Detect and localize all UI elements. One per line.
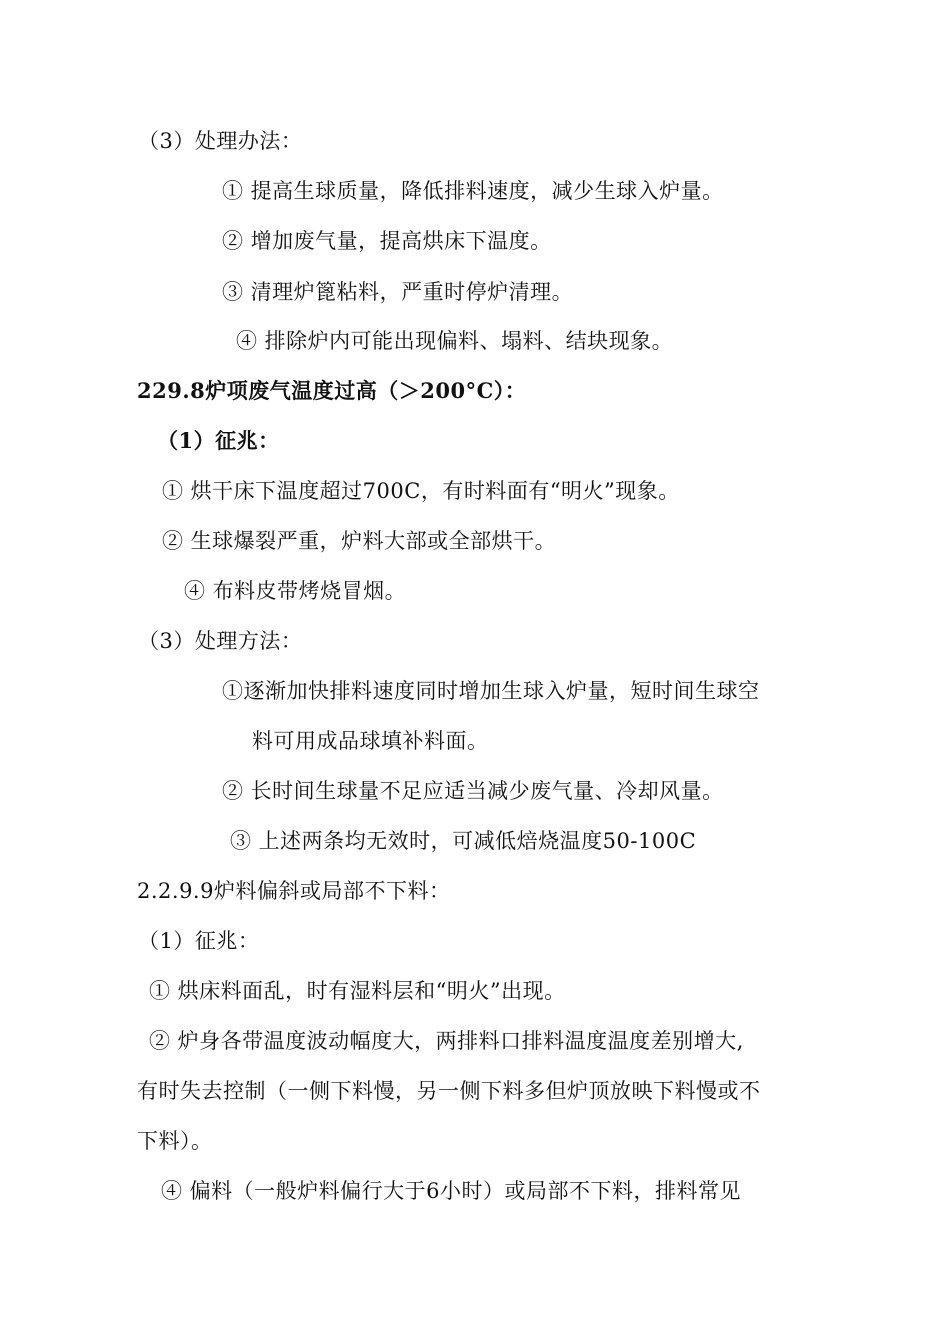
list-item: ① 烘床料面乱，时有湿料层和“明火”出现。 — [149, 979, 566, 1003]
list-item: ①逐渐加快排料速度同时增加生球入炉量，短时间生球空 — [222, 679, 760, 703]
list-item: ① 烘干床下温度超过700C，有时料面有“明火”现象。 — [162, 479, 680, 503]
list-item: ① 提高生球质量，降低排料速度，减少生球入炉量。 — [222, 179, 724, 203]
list-item: ② 长时间生球量不足应适当减少废气量、冷却风量。 — [222, 779, 724, 803]
list-item-continuation: 料可用成品球填补料面。 — [252, 729, 489, 753]
heading-treatment-1: （3）处理办法： — [138, 129, 303, 153]
list-item: ④ 偏料（一般炉料偏行大于6小时）或局部不下料，排料常见 — [161, 1179, 742, 1203]
list-item: ② 生球爆裂严重，炉料大部或全部烘干。 — [162, 529, 557, 553]
list-item: ③ 清理炉篦粘料，严重时停炉清理。 — [222, 280, 574, 304]
section-heading-2298: 229.8炉项废气温度过高（＞200°C）： — [137, 378, 527, 403]
list-item: ④ 布料皮带烤烧冒烟。 — [184, 579, 407, 603]
paragraph-continuation: 有时失去控制（一侧下料慢，另一侧下料多但炉顶放映下料慢或不 — [137, 1079, 761, 1103]
list-item: ② 炉身各带温度波动幅度大，两排料口排料温度温度差别增大, — [149, 1029, 744, 1053]
heading-treatment-2: （3）处理方法： — [138, 629, 303, 653]
section-heading-2299: 2.2.9.9炉料偏斜或局部不下料： — [137, 879, 451, 903]
paragraph-continuation: 下料）。 — [137, 1129, 213, 1153]
list-item: ② 增加废气量，提高烘床下温度。 — [222, 229, 552, 253]
heading-symptoms-2: （1）征兆： — [138, 929, 260, 953]
list-item: ④ 排除炉内可能出现偏料、塌料、结块现象。 — [236, 329, 674, 353]
heading-symptoms-1: （1）征兆： — [157, 428, 280, 453]
list-item: ③ 上述两条均无效时，可减低焙烧温度50-100C — [230, 829, 697, 853]
